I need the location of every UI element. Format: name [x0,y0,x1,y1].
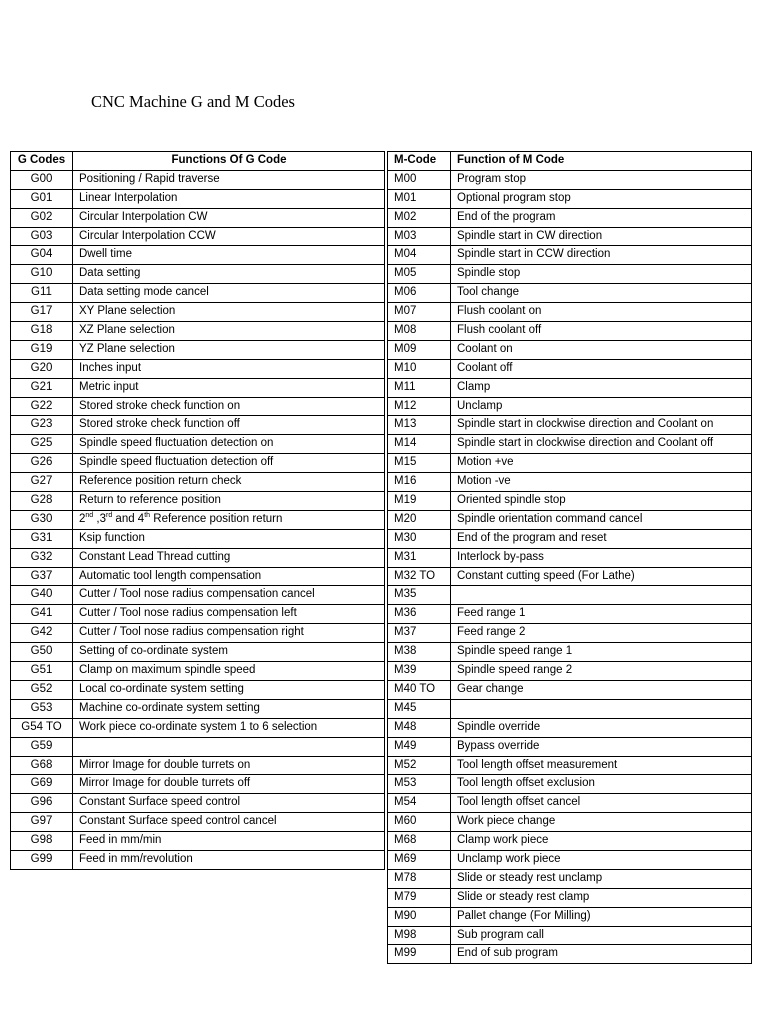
m-table-row [388,605,752,624]
g-code-cell: G37 [11,567,73,586]
g-table-row [11,303,385,322]
m-function-cell: Feed range 1 [451,605,752,624]
m-function-cell: Clamp work piece [451,832,752,851]
m-code-cell: M01 [388,189,451,208]
g-code-cell: G26 [11,454,73,473]
m-code-cell: M39 [388,662,451,681]
m-code-cell: M07 [388,303,451,322]
g-code-cell: G97 [11,813,73,832]
m-function-cell: Unclamp work piece [451,850,752,869]
m-function-column-header: Function of M Code [451,152,752,171]
g-table-row [11,548,385,567]
g-code-cell: G27 [11,473,73,492]
g-function-cell: Cutter / Tool nose radius compensation cancel [73,586,385,605]
m-table-row [388,662,752,681]
g-code-cell: G23 [11,416,73,435]
m-table-row [388,170,752,189]
g-table-row [11,246,385,265]
m-function-cell [451,586,752,605]
g-function-cell: Machine co-ordinate system setting [73,699,385,718]
m-table-row [388,189,752,208]
g-table-row [11,189,385,208]
g-function-cell: Setting of co-ordinate system [73,643,385,662]
m-table-row [388,832,752,851]
m-code-cell: M15 [388,454,451,473]
g-table-header-row [11,152,385,171]
g-table-row [11,529,385,548]
g-function-cell: Stored stroke check function on [73,397,385,416]
g-function-cell: XY Plane selection [73,303,385,322]
g-function-cell: Cutter / Tool nose radius compensation right [73,624,385,643]
m-table-row [388,208,752,227]
m-table-row [388,813,752,832]
m-function-cell: Motion -ve [451,473,752,492]
g-table-row [11,756,385,775]
g-code-cell: G21 [11,378,73,397]
m-code-cell: M36 [388,605,451,624]
g-code-cell: G50 [11,643,73,662]
m-code-cell: M60 [388,813,451,832]
m-table-row [388,340,752,359]
g-code-cell: G02 [11,208,73,227]
m-function-cell: End of the program [451,208,752,227]
g-code-cell: G96 [11,794,73,813]
m-table-row [388,227,752,246]
m-function-cell: Slide or steady rest clamp [451,888,752,907]
g-function-cell [73,737,385,756]
g-table-row [11,492,385,511]
m-code-cell: M02 [388,208,451,227]
m-code-cell: M05 [388,265,451,284]
g-table-row [11,775,385,794]
m-function-cell: Slide or steady rest unclamp [451,869,752,888]
m-code-cell: M30 [388,529,451,548]
m-code-cell: M31 [388,548,451,567]
m-code-cell: M04 [388,246,451,265]
g-function-cell: Data setting [73,265,385,284]
g-table-row [11,737,385,756]
g-code-cell: G25 [11,435,73,454]
m-table-row [388,435,752,454]
m-function-cell: Spindle stop [451,265,752,284]
g-code-cell: G53 [11,699,73,718]
m-table-row [388,265,752,284]
m-function-cell: Spindle start in CCW direction [451,246,752,265]
m-table-row [388,737,752,756]
m-code-cell: M52 [388,756,451,775]
g-code-cell: G59 [11,737,73,756]
g-function-cell: Data setting mode cancel [73,284,385,303]
g-function-cell: Cutter / Tool nose radius compensation left [73,605,385,624]
m-code-cell: M32 TO [388,567,451,586]
g-code-cell: G10 [11,265,73,284]
m-code-cell: M54 [388,794,451,813]
g-table-row [11,322,385,341]
g-function-cell: Feed in mm/revolution [73,850,385,869]
m-function-cell: Coolant on [451,340,752,359]
m-function-cell: Spindle start in clockwise direction and Coolant on [451,416,752,435]
page-title: CNC Machine G and M Codes [91,92,295,111]
m-function-cell [451,699,752,718]
m-code-cell: M12 [388,397,451,416]
m-table-row [388,359,752,378]
g-table-row [11,284,385,303]
m-table-row [388,869,752,888]
m-function-cell: Clamp [451,378,752,397]
m-code-cell: M14 [388,435,451,454]
m-code-cell: M35 [388,586,451,605]
g-table-row [11,624,385,643]
g-function-cell: Work piece co-ordinate system 1 to 6 selection [73,718,385,737]
m-code-cell: M69 [388,850,451,869]
m-code-cell: M13 [388,416,451,435]
g-function-cell: Mirror Image for double turrets on [73,756,385,775]
m-code-cell: M49 [388,737,451,756]
m-table-row [388,888,752,907]
m-table-row [388,718,752,737]
m-function-cell: Tool length offset cancel [451,794,752,813]
m-code-cell: M11 [388,378,451,397]
m-code-cell: M45 [388,699,451,718]
g-table-row [11,643,385,662]
m-table-row [388,416,752,435]
m-function-cell: Coolant off [451,359,752,378]
g-table-row [11,605,385,624]
m-function-cell: End of sub program [451,945,752,964]
m-function-cell: Bypass override [451,737,752,756]
m-code-cell: M06 [388,284,451,303]
g-code-cell: G18 [11,322,73,341]
m-function-cell: Spindle start in clockwise direction and Coolant off [451,435,752,454]
m-table-row [388,397,752,416]
g-code-cell: G98 [11,832,73,851]
m-function-cell: Sub program call [451,926,752,945]
g-code-cell: G22 [11,397,73,416]
m-table-row [388,907,752,926]
g-function-cell: Clamp on maximum spindle speed [73,662,385,681]
g-table-row [11,227,385,246]
m-table-row [388,567,752,586]
m-table-row [388,378,752,397]
g-table-row [11,794,385,813]
m-code-cell: M40 TO [388,680,451,699]
g-function-cell: Spindle speed fluctuation detection off [73,454,385,473]
m-code-cell: M90 [388,907,451,926]
m-table-row [388,643,752,662]
m-code-cell: M48 [388,718,451,737]
g-table-row [11,473,385,492]
g-code-cell: G00 [11,170,73,189]
g-function-cell: Local co-ordinate system setting [73,680,385,699]
m-function-cell: Gear change [451,680,752,699]
m-function-cell: Tool length offset exclusion [451,775,752,794]
m-code-cell: M16 [388,473,451,492]
m-code-cell: M68 [388,832,451,851]
m-code-cell: M10 [388,359,451,378]
g-code-cell: G11 [11,284,73,303]
g-table-row [11,208,385,227]
m-code-cell: M09 [388,340,451,359]
m-function-cell: Optional program stop [451,189,752,208]
g-code-cell: G31 [11,529,73,548]
m-function-cell: Flush coolant on [451,303,752,322]
g-code-cell: G42 [11,624,73,643]
g-code-cell: G51 [11,662,73,681]
m-table-row [388,454,752,473]
g-function-cell: Linear Interpolation [73,189,385,208]
m-code-cell: M20 [388,510,451,529]
m-function-cell: Motion +ve [451,454,752,473]
m-function-cell: Tool length offset measurement [451,756,752,775]
g-function-cell: Ksip function [73,529,385,548]
m-function-cell: Pallet change (For Milling) [451,907,752,926]
g-table-row [11,510,385,529]
g-function-cell: Dwell time [73,246,385,265]
g-code-cell: G41 [11,605,73,624]
g-table-row [11,813,385,832]
m-function-cell: Flush coolant off [451,322,752,341]
g-function-cell: XZ Plane selection [73,322,385,341]
m-table-row [388,775,752,794]
m-code-column-header: M-Code [388,152,451,171]
m-function-cell: Feed range 2 [451,624,752,643]
g-code-cell: G32 [11,548,73,567]
m-function-cell: Spindle start in CW direction [451,227,752,246]
m-table-row [388,303,752,322]
m-function-cell: Interlock by-pass [451,548,752,567]
m-code-cell: M00 [388,170,451,189]
g-table-row [11,567,385,586]
m-table-row [388,794,752,813]
g-function-cell: Constant Lead Thread cutting [73,548,385,567]
g-table-row [11,662,385,681]
m-code-cell: M98 [388,926,451,945]
m-function-cell: End of the program and reset [451,529,752,548]
m-code-cell: M99 [388,945,451,964]
g-code-cell: G30 [11,510,73,529]
g-table-row [11,397,385,416]
m-function-cell: Program stop [451,170,752,189]
g-code-cell: G99 [11,850,73,869]
g-table-row [11,378,385,397]
g-code-cell: G68 [11,756,73,775]
g-function-cell: Circular Interpolation CW [73,208,385,227]
g-table-row [11,718,385,737]
g-code-cell: G03 [11,227,73,246]
g-function-cell: Spindle speed fluctuation detection on [73,435,385,454]
g-function-column-header: Functions Of G Code [73,152,385,171]
g-function-cell: Constant Surface speed control [73,794,385,813]
g-function-cell: Stored stroke check function off [73,416,385,435]
g-code-cell: G17 [11,303,73,322]
g-function-cell: Constant Surface speed control cancel [73,813,385,832]
m-function-cell: Tool change [451,284,752,303]
g-table-row [11,416,385,435]
g-code-cell: G69 [11,775,73,794]
g-function-cell: Inches input [73,359,385,378]
g-function-cell: YZ Plane selection [73,340,385,359]
g-table-row [11,435,385,454]
m-function-cell: Work piece change [451,813,752,832]
g-table-row [11,699,385,718]
g-table-row [11,340,385,359]
g-table-row [11,359,385,378]
g-code-cell: G28 [11,492,73,511]
g-table-row [11,680,385,699]
m-code-cell: M38 [388,643,451,662]
m-table-row [388,850,752,869]
m-table-header-row [388,152,752,171]
m-function-cell: Spindle speed range 1 [451,643,752,662]
g-function-cell: Positioning / Rapid traverse [73,170,385,189]
m-table-row [388,548,752,567]
m-code-cell: M53 [388,775,451,794]
g-table-row [11,850,385,869]
m-table-row [388,699,752,718]
g-table-row [11,265,385,284]
m-table-row [388,926,752,945]
m-table-row [388,586,752,605]
g-code-cell: G52 [11,680,73,699]
g-code-cell: G54 TO [11,718,73,737]
m-code-cell: M78 [388,869,451,888]
m-table-row [388,246,752,265]
m-code-cell: M79 [388,888,451,907]
m-table-row [388,492,752,511]
g-table-row [11,170,385,189]
m-function-cell: Spindle override [451,718,752,737]
m-table-row [388,284,752,303]
m-table-row [388,756,752,775]
g-function-cell: Return to reference position [73,492,385,511]
m-function-cell: Constant cutting speed (For Lathe) [451,567,752,586]
g-code-cell: G19 [11,340,73,359]
m-function-cell: Spindle speed range 2 [451,662,752,681]
m-table-row [388,529,752,548]
g-table-row [11,586,385,605]
m-function-cell: Spindle orientation command cancel [451,510,752,529]
m-code-cell: M37 [388,624,451,643]
m-table-row [388,473,752,492]
m-table-row [388,322,752,341]
g-function-cell: Mirror Image for double turrets off [73,775,385,794]
g-table-row [11,832,385,851]
g-code-column-header: G Codes [11,152,73,171]
m-table-body [388,170,752,963]
m-code-cell: M19 [388,492,451,511]
m-table-row [388,945,752,964]
m-codes-table [387,151,752,964]
g-function-cell: Feed in mm/min [73,832,385,851]
g-code-cell: G04 [11,246,73,265]
m-function-cell: Oriented spindle stop [451,492,752,511]
g-codes-table [10,151,385,870]
g-function-cell: Metric input [73,378,385,397]
m-table-row [388,624,752,643]
m-table-row [388,510,752,529]
m-code-cell: M03 [388,227,451,246]
g-code-cell: G01 [11,189,73,208]
g-function-cell: Automatic tool length compensation [73,567,385,586]
m-function-cell: Unclamp [451,397,752,416]
g-function-cell: Circular Interpolation CCW [73,227,385,246]
m-table-row [388,680,752,699]
g-table-body [11,170,385,869]
g-function-cell: Reference position return check [73,473,385,492]
g-function-cell: 2nd ,3rd and 4th Reference position return [73,510,385,529]
m-code-cell: M08 [388,322,451,341]
g-table-row [11,454,385,473]
g-code-cell: G20 [11,359,73,378]
g-code-cell: G40 [11,586,73,605]
